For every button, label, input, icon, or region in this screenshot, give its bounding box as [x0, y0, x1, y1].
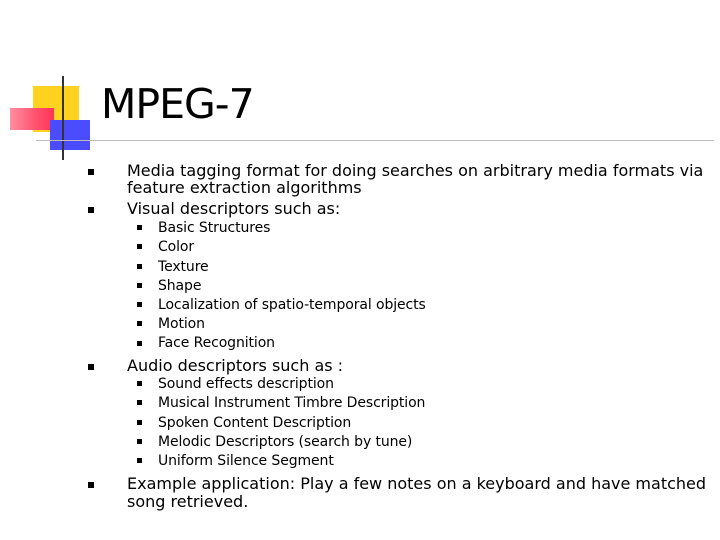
bullet-marker: [88, 364, 94, 370]
audio-descriptor: Uniform Silence Segment: [158, 453, 334, 469]
bullet-marker: [137, 458, 142, 463]
visual-descriptor: Texture: [158, 259, 209, 275]
bullet-text: Media tagging format for doing searches on arbitrary media formats via: [127, 161, 704, 180]
bullet-text: Audio descriptors such as :: [127, 356, 344, 375]
audio-descriptor: Sound effects description: [158, 376, 334, 392]
audio-descriptor: Spoken Content Description: [158, 415, 352, 431]
visual-descriptor: Motion: [158, 316, 205, 332]
bullet-marker: [137, 400, 142, 405]
bullet-marker: [137, 244, 142, 249]
bullet-marker: [137, 283, 142, 288]
visual-descriptor: Localization of spatio-temporal objects: [158, 297, 426, 313]
bullet-marker: [88, 482, 94, 488]
bullet-marker: [137, 439, 142, 444]
bullet-marker: [137, 381, 142, 386]
bullet-marker: [137, 225, 142, 230]
audio-descriptor: Melodic Descriptors (search by tune): [158, 434, 413, 450]
bullet-marker: [88, 207, 94, 213]
visual-descriptor: Shape: [158, 278, 202, 294]
bullet-marker: [88, 169, 94, 175]
bullet-text-continued: feature extraction algorithms: [127, 178, 362, 197]
slide-title: MPEG-7: [101, 80, 254, 128]
bullet-text-continued: song retrieved.: [127, 492, 249, 511]
bullet-marker: [137, 341, 142, 346]
bullet-marker: [137, 264, 142, 269]
bullet-text: Visual descriptors such as:: [127, 199, 341, 218]
audio-descriptor: Musical Instrument Timbre Description: [158, 395, 426, 411]
visual-descriptor: Face Recognition: [158, 335, 275, 351]
bullet-marker: [137, 321, 142, 326]
visual-descriptor: Color: [158, 239, 195, 255]
bullet-marker: [137, 420, 142, 425]
bullet-marker: [137, 302, 142, 307]
visual-descriptor: Basic Structures: [158, 220, 271, 236]
bullet-text: Example application: Play a few notes on a keyboard and have matched: [127, 474, 707, 493]
